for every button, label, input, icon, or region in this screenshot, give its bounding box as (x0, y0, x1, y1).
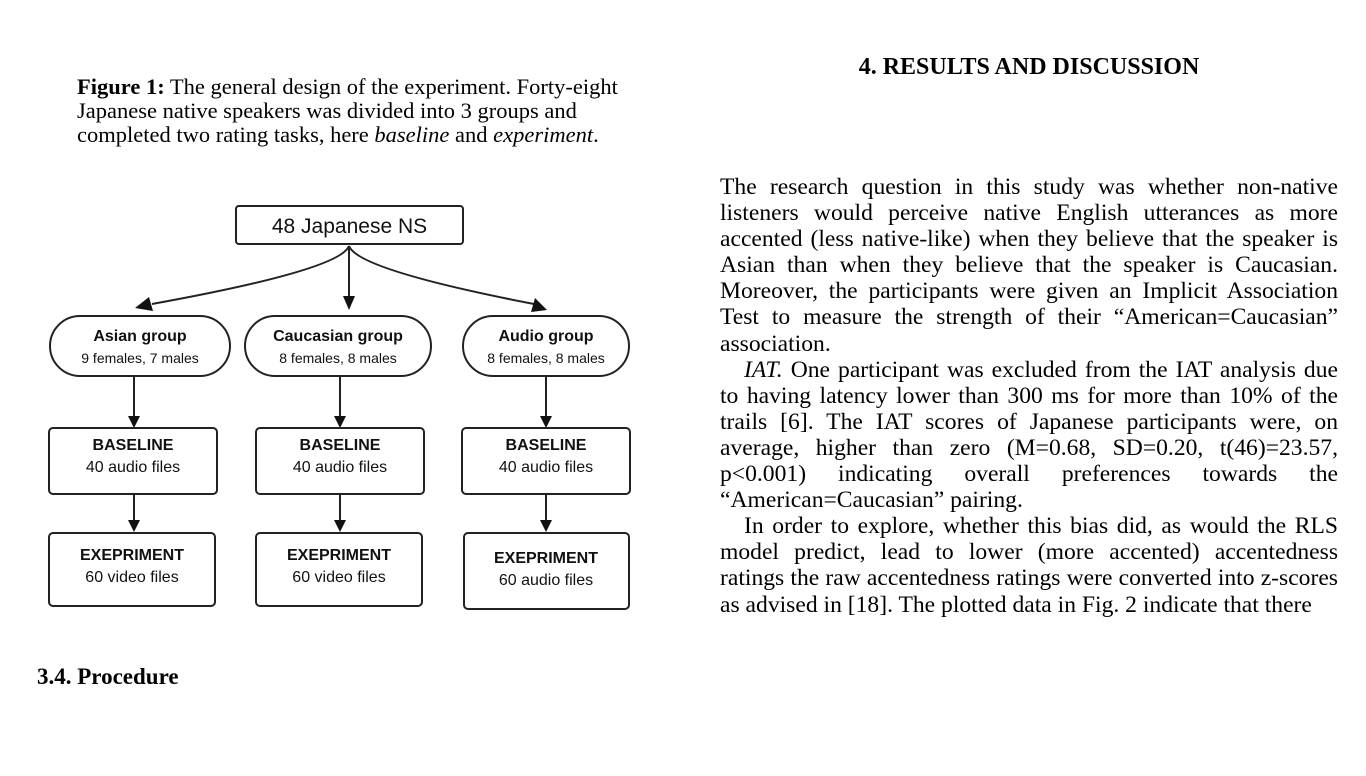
branch-line-right (349, 246, 534, 304)
experiment-subtitle: 60 video files (292, 569, 386, 586)
baseline-subtitle: 40 audio files (292, 459, 388, 476)
group-title: Asian group (93, 328, 187, 345)
paragraph-bias: In order to explore, whether this bias did, as would the RLS model predict, lead to lower (more accented) accentedness ratings the raw accentedness ratings were converted into z-scores as advised in [18]. The plotted data in Fig. 2 indicate that there (720, 513, 1338, 618)
group-title: Audio group (498, 328, 594, 345)
group-subtitle: 8 females, 8 males (279, 350, 397, 366)
experiment-subtitle: 60 audio files (498, 572, 594, 589)
arrowhead (334, 416, 346, 428)
branch-line-left (152, 246, 349, 304)
experiment-title: EXEPRIMENT (493, 550, 599, 567)
experiment-title: EXEPRIMENT (286, 547, 392, 564)
arrowhead-left (135, 297, 153, 311)
caption-baseline-term: baseline (374, 122, 450, 147)
arrowhead-right (531, 298, 547, 312)
group-title: Caucasian group (273, 328, 403, 345)
arrowhead (128, 416, 140, 428)
section-heading: 4. RESULTS AND DISCUSSION (858, 54, 1200, 80)
baseline-title: BASELINE (299, 437, 381, 454)
caption-text: The general design of the experiment. Forty-eight Japanese native speakers was divided into 3 groups and completed two rating tasks, here (77, 74, 618, 147)
group-column-asian (49, 316, 230, 606)
group-column-caucasian (245, 316, 431, 606)
baseline-title: BASELINE (505, 437, 587, 454)
experiment-flowchart (40, 198, 640, 618)
caption-experiment-term: experiment (493, 122, 594, 147)
paragraph-intro: The research question in this study was whether non-native listeners would perceive native English utterances as more accented (less native-like) when they believe that the speaker is Asian than when they believe that the speaker is Caucasian. Moreover, the participants were given an Implicit Association Test to measure the strength of their “American=Caucasian” association. (720, 174, 1338, 357)
group-box (50, 316, 230, 376)
iat-lead: IAT. (744, 356, 783, 383)
group-subtitle: 8 females, 8 males (487, 350, 605, 366)
figure-label: Figure 1: (77, 74, 165, 99)
experiment-title: EXEPRIMENT (79, 547, 185, 564)
top-node-label: 48 Japanese NS (271, 215, 428, 238)
results-body (720, 174, 1338, 618)
group-box (245, 316, 431, 376)
arrowhead (128, 520, 140, 532)
iat-text: One participant was excluded from the IAT analysis due to having latency lower than 300 ms for more than 10% of the trails [6]. The IAT scores of Japanese participants were, on average, higher than zero (M=0.68, SD=0.20, t(46)=23.57, p<0.001) indicating overall preferences towards the “American=Caucasian” pairing. (720, 356, 1338, 514)
subsection-heading: 3.4. Procedure (37, 664, 179, 689)
baseline-subtitle: 40 audio files (498, 459, 594, 476)
group-column-audio (462, 316, 630, 609)
arrowhead (334, 520, 346, 532)
caption-and: and (449, 122, 494, 147)
paragraph-iat (720, 357, 1338, 514)
experiment-subtitle: 60 video files (85, 569, 179, 586)
experiment-box (464, 533, 629, 609)
arrowhead-center (343, 296, 355, 310)
caption-end: . (593, 122, 599, 147)
baseline-title: BASELINE (92, 437, 174, 454)
baseline-subtitle: 40 audio files (85, 459, 181, 476)
arrowhead (540, 520, 552, 532)
figure-caption (77, 75, 637, 147)
group-box (463, 316, 629, 376)
arrowhead (540, 416, 552, 428)
group-subtitle: 9 females, 7 males (81, 350, 199, 366)
